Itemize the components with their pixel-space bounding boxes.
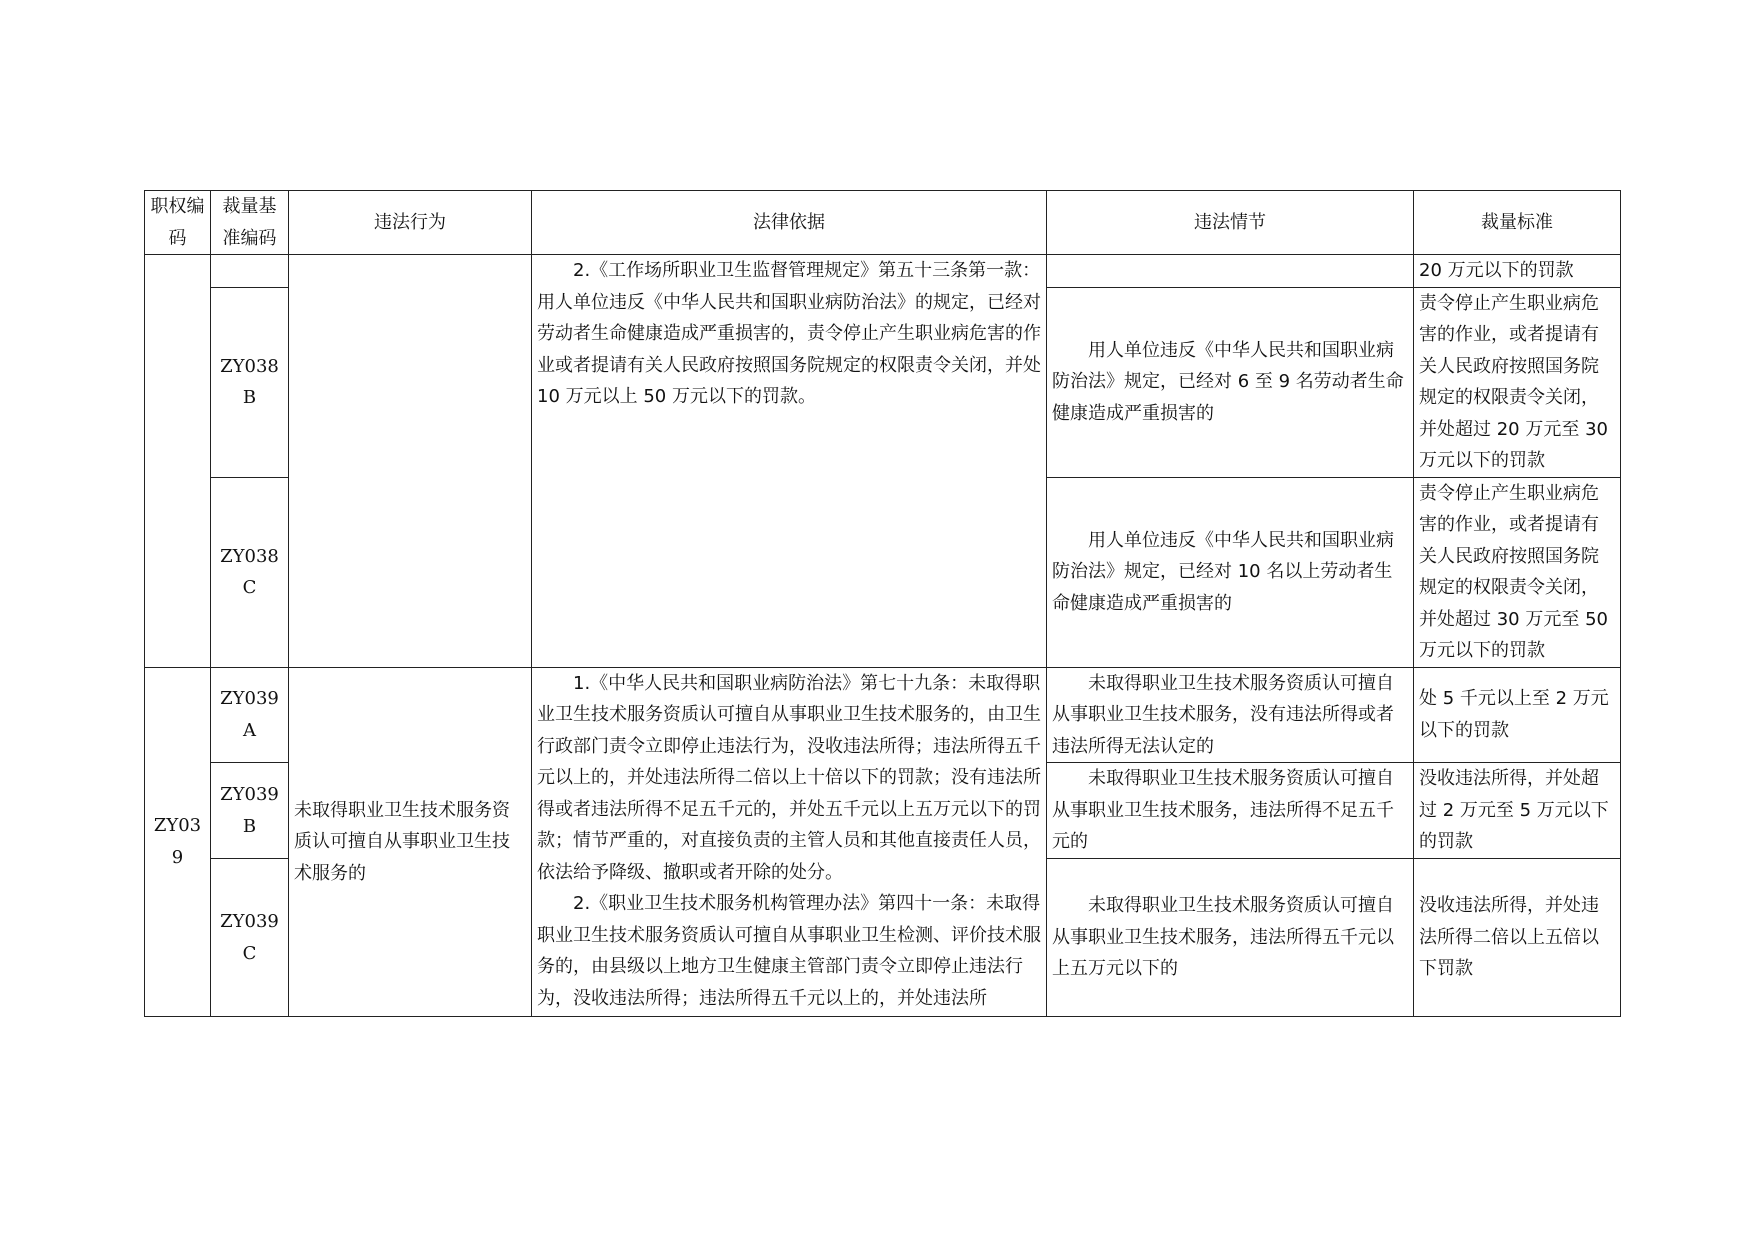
standard-cell: 处 5 千元以上至 2 万元以下的罚款 [1414,667,1621,763]
circumstance-cell: 未取得职业卫生技术服务资质认可擅自从事职业卫生技术服务，没有违法所得或者违法所得无法认定的 [1047,667,1414,763]
header-authority-code: 职权编码 [145,191,211,255]
header-violation: 违法行为 [289,191,532,255]
legal-basis-zy039 [532,667,1047,1017]
table-row [145,667,1621,763]
violation-cell-empty [289,255,532,668]
benchmark-code: ZY038B [211,287,289,477]
authority-code: ZY039 [145,667,211,1017]
authority-code-cell-empty [145,255,211,668]
legal-basis-zy038: 2.《工作场所职业卫生监督管理规定》第五十三条第一款：用人单位违反《中华人民共和国职业病防治法》的规定，已经对劳动者生命健康造成严重损害的，责令停止产生职业病危害的作业或者提请有关人民政府按照国务院规定的权限责令关闭，并处10 万元以上 50 万元以下的罚款。 [532,255,1047,668]
circumstance-cell: 未取得职业卫生技术服务资质认可擅自从事职业卫生技术服务，违法所得五千元以上五万元以下的 [1047,859,1414,1017]
benchmark-code-cell-empty [211,255,289,288]
standard-cell: 责令停止产生职业病危害的作业，或者提请有关人民政府按照国务院规定的权限责令关闭，并处超过 30 万元至 50 万元以下的罚款 [1414,477,1621,667]
header-benchmark-code: 裁量基准编码 [211,191,289,255]
table-row [145,255,1621,288]
benchmark-code: ZY039A [211,667,289,763]
header-legal-basis: 法律依据 [532,191,1047,255]
discretion-table [144,190,1621,1017]
legal-basis-paragraph-1: 1.《中华人民共和国职业病防治法》第七十九条：未取得职业卫生技术服务资质认可擅自从事职业卫生技术服务的，由卫生行政部门责令立即停止违法行为，没收违法所得；违法所得五千元以上的，并处违法所得二倍以上十倍以下的罚款；没有违法所得或者违法所得不足五千元的，并处五千元以上五万元以下的罚款；情节严重的，对直接负责的主管人员和其他直接责任人员，依法给予降级、撤职或者开除的处分。 [537,672,1041,883]
header-row [145,191,1621,255]
legal-basis-paragraph-2: 2.《职业卫生技术服务机构管理办法》第四十一条：未取得职业卫生技术服务资质认可擅自从事职业卫生检测、评价技术服务的，由县级以上地方卫生健康主管部门责令立即停止违法行为，没收违法所得；违法所得五千元以上的，并处违法所 [537,893,1041,1009]
standard-cell: 20 万元以下的罚款 [1414,255,1621,288]
standard-cell: 没收违法所得，并处违法所得二倍以上五倍以下罚款 [1414,859,1621,1017]
header-standard: 裁量标准 [1414,191,1621,255]
header-circumstance: 违法情节 [1047,191,1414,255]
circumstance-cell: 用人单位违反《中华人民共和国职业病防治法》规定，已经对 10 名以上劳动者生命健康造成严重损害的 [1047,477,1414,667]
circumstance-cell: 用人单位违反《中华人民共和国职业病防治法》规定，已经对 6 至 9 名劳动者生命健康造成严重损害的 [1047,287,1414,477]
standard-cell: 责令停止产生职业病危害的作业，或者提请有关人民政府按照国务院规定的权限责令关闭，并处超过 20 万元至 30 万元以下的罚款 [1414,287,1621,477]
circumstance-cell-empty [1047,255,1414,288]
violation-cell: 未取得职业卫生技术服务资质认可擅自从事职业卫生技术服务的 [289,667,532,1017]
circumstance-cell: 未取得职业卫生技术服务资质认可擅自从事职业卫生技术服务，违法所得不足五千元的 [1047,763,1414,859]
benchmark-code: ZY039B [211,763,289,859]
standard-cell: 没收违法所得，并处超过 2 万元至 5 万元以下的罚款 [1414,763,1621,859]
benchmark-code: ZY039C [211,859,289,1017]
benchmark-code: ZY038C [211,477,289,667]
